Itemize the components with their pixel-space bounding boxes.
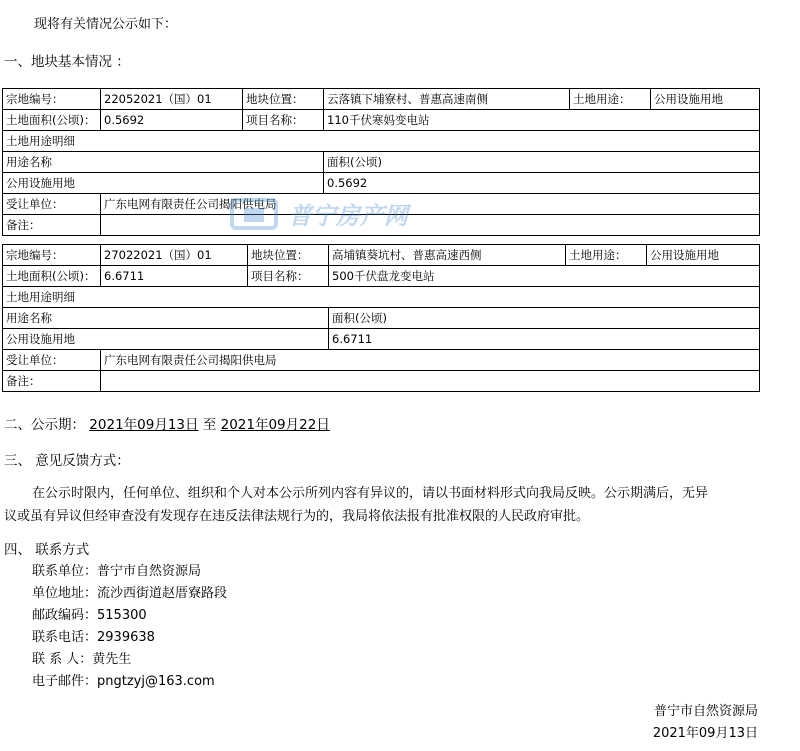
parcel-use: 公用设施用地: [647, 245, 760, 266]
table-row: [3, 131, 760, 152]
table-row: [3, 215, 760, 236]
contact-email: 电子邮件：pngtzyj@163.com: [32, 674, 215, 689]
section3-para-line2: 议或虽有异议但经审查没有发现存在违反法律法规行为的，我局将依法报有批准权限的人民政府审批。: [4, 509, 590, 524]
detail-head-area: 面积(公顷): [324, 152, 760, 173]
table-row: [3, 350, 760, 371]
recipient-label: 受让单位：: [3, 350, 101, 371]
use-label: 土地用途：: [566, 245, 647, 266]
section1-title: 一、地块基本情况 ：: [4, 54, 130, 70]
parcel-project: 110千伏寒妈变电站: [324, 110, 760, 131]
code-label: 宗地编号：: [3, 89, 101, 110]
remark-label: 备注：: [3, 215, 101, 236]
area-label: 土地面积(公顷)：: [3, 266, 101, 287]
detail-head-area: 面积(公顷): [329, 308, 760, 329]
table-row: [3, 245, 760, 266]
parcel-area: 6.6711: [101, 266, 248, 287]
table-row: [3, 194, 760, 215]
parcel-location: 高埔镇葵坑村、普惠高速西侧: [329, 245, 566, 266]
contact-address: 单位地址：流沙西街道赵厝寮路段: [32, 586, 228, 601]
intro-text: 现将有关情况公示如下：: [34, 17, 178, 32]
detail-title: 土地用途明细: [3, 287, 760, 308]
parcel-table-2: [2, 244, 760, 392]
table-row: [3, 110, 760, 131]
table-row: [3, 329, 760, 350]
detail-use: 公用设施用地: [3, 173, 324, 194]
contact-postcode: 邮政编码：515300: [32, 608, 147, 623]
table-row: [3, 89, 760, 110]
table-row: [3, 266, 760, 287]
table-row: [3, 173, 760, 194]
detail-area: 6.6711: [329, 329, 760, 350]
period-to: 至: [202, 417, 217, 433]
table-row: [3, 308, 760, 329]
remark: [101, 215, 760, 236]
section2-line: [4, 416, 330, 434]
section4-title: 四、 联系方式: [4, 542, 90, 558]
parcel-table-1: [2, 88, 760, 236]
parcel-code: 22052021（国）01: [101, 89, 243, 110]
signature-date: 2021年09月13日: [652, 726, 758, 741]
project-label: 项目名称：: [243, 110, 324, 131]
location-label: 地块位置：: [243, 89, 324, 110]
remark: [101, 371, 760, 392]
use-label: 土地用途：: [570, 89, 651, 110]
recipient: 广东电网有限责任公司揭阳供电局: [101, 350, 760, 371]
parcel-project: 500千伏盘龙变电站: [329, 266, 760, 287]
detail-area: 0.5692: [324, 173, 760, 194]
table-row: [3, 371, 760, 392]
contact-unit: 联系单位：普宁市自然资源局: [32, 564, 202, 579]
watermark-text: 普宁房产网: [288, 202, 408, 230]
detail-head-use: 用途名称: [3, 308, 329, 329]
parcel-use: 公用设施用地: [651, 89, 760, 110]
parcel-location: 云落镇下埔寮村、普惠高速南侧: [324, 89, 570, 110]
parcel-code: 27022021（国）01: [101, 245, 248, 266]
detail-head-use: 用途名称: [3, 152, 324, 173]
contact-person: 联 系 人：黄先生: [32, 652, 132, 667]
recipient-label: 受让单位：: [3, 194, 101, 215]
section3-para-line1: 在公示时限内，任何单位、组织和个人对本公示所列内容有异议的，请以书面材料形式向我局反映。公示期满后，无异: [32, 486, 709, 501]
detail-title: 土地用途明细: [3, 131, 760, 152]
location-label: 地块位置：: [248, 245, 329, 266]
remark-label: 备注：: [3, 371, 101, 392]
period-label: 二、公示期：: [4, 417, 85, 433]
recipient: 广东电网有限责任公司揭阳供电局: [101, 194, 760, 215]
section3-title: 三、 意见反馈方式：: [4, 453, 130, 469]
table-row: [3, 287, 760, 308]
period-end: 2021年09月22日: [220, 417, 330, 433]
parcel-area: 0.5692: [101, 110, 243, 131]
project-label: 项目名称：: [248, 266, 329, 287]
signature-org: 普宁市自然资源局: [653, 704, 758, 719]
detail-use: 公用设施用地: [3, 329, 329, 350]
code-label: 宗地编号：: [3, 245, 101, 266]
area-label: 土地面积(公顷)：: [3, 110, 101, 131]
contact-phone: 联系电话：2939638: [32, 630, 155, 645]
period-start: 2021年09月13日: [89, 417, 199, 433]
table-row: [3, 152, 760, 173]
